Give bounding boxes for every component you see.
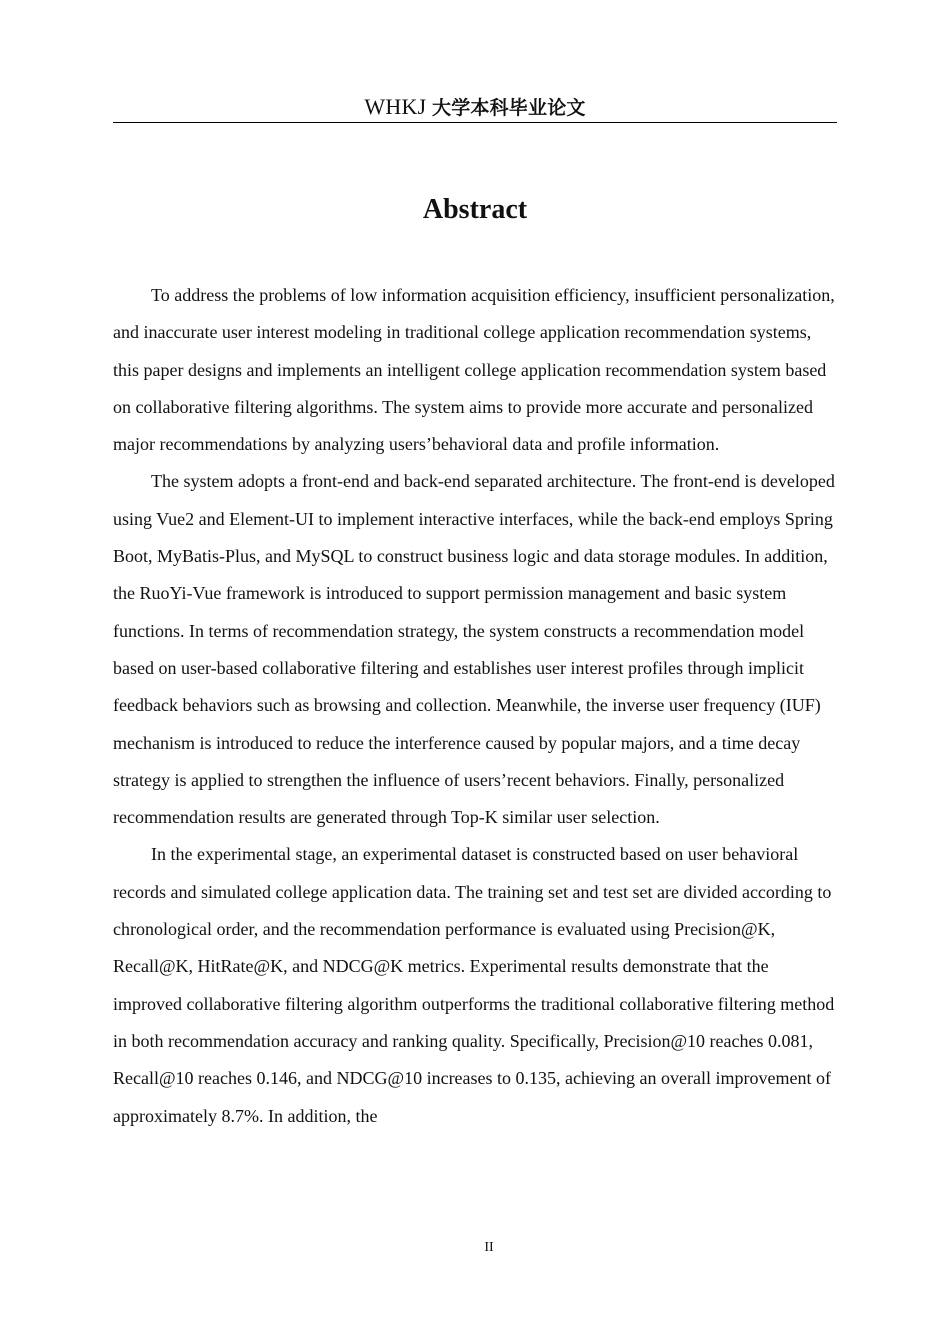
header-latin: WHKJ [364,94,432,119]
page-number: II [484,1240,494,1255]
paragraph-2: The system adopts a front-end and back-end separated architecture. The front-end is developed using Vue2 and Element-UI to implement interactive interfaces, while the back-end employs Spring Boot, MyBatis-Plus, and MySQL to construct business logic and data storage modules. In addition, the RuoYi-Vue framework is introduced to support permission management and basic system functions. In terms of recommendation strategy, the system constructs a recommendation model based on user-based collaborative filtering and establishes user interest profiles through implicit feedback behaviors such as browsing and collection. Meanwhile, the inverse user frequency (IUF) mechanism is introduced to reduce the interference caused by popular majors, and a time decay strategy is applied to strengthen the influence of users’recent behaviors. Finally, personalized recommendation results are generated through Top-K similar user selection. [113,471,835,828]
paragraph-3: In the experimental stage, an experimental dataset is constructed based on user behavioral records and simulated college application data. The training set and test set are divided according to chronological order, and the recommendation performance is evaluated using Precision@K, Recall@K, HitRate@K, and NDCG@K metrics. Experimental results demonstrate that the improved collaborative filtering algorithm outperforms the traditional collaborative filtering method in both recommendation accuracy and ranking quality. Specifically, Precision@10 reaches 0.081, Recall@10 reaches 0.146, and NDCG@10 increases to 0.135, achieving an overall improvement of approximately 8.7%. In addition, the [113,844,835,1126]
header-cjk: 大学本科毕业论文 [432,97,586,119]
abstract-title: Abstract [422,194,528,225]
running-header [113,92,837,123]
paragraph-1: To address the problems of low information acquisition efficiency, insufficient personalization, and inaccurate user interest modeling in traditional college application recommendation systems, this paper designs and implements an intelligent college application recommendation system based on collaborative filtering algorithms. The system aims to provide more accurate and personalized major recommendations by analyzing users’behavioral data and profile information. [113,285,835,455]
abstract-body [113,277,837,1135]
